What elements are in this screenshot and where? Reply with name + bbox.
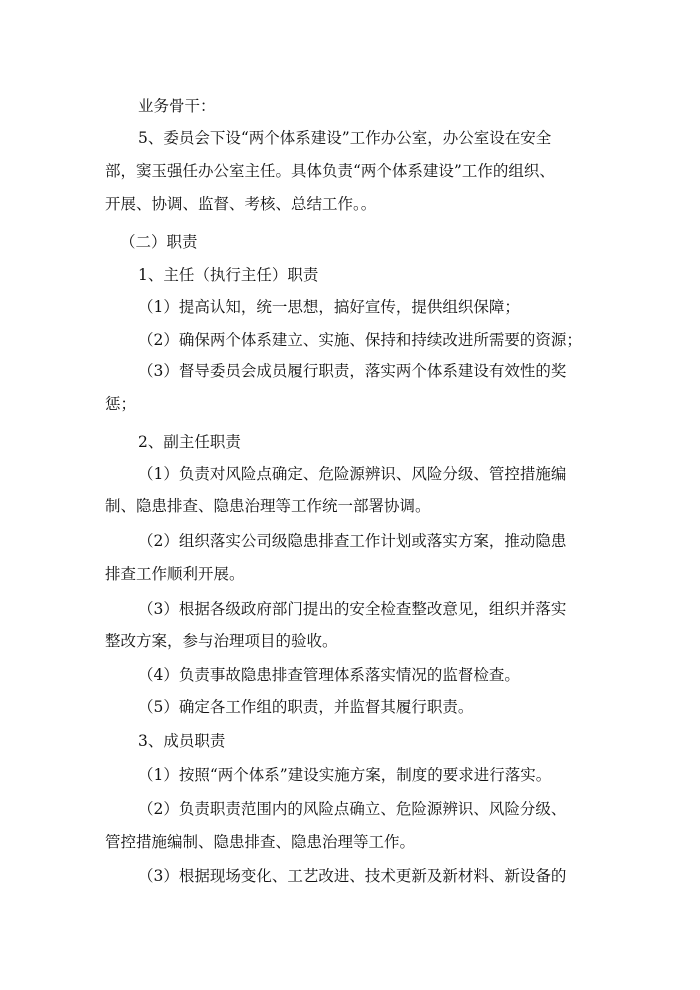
subsection-heading: 2、副主任职责 xyxy=(138,433,241,451)
text-line: （4）负责事故隐患排查管理体系落实情况的监督检查。 xyxy=(138,666,520,684)
text-line: 部，窦玉强任办公室主任。具体负责“两个体系建设”工作的组织、 xyxy=(105,162,555,180)
text-line: （3）根据各级政府部门提出的安全检查整改意见，组织并落实 xyxy=(138,600,567,618)
text-line: （1）提高认知，统一思想，搞好宣传，提供组织保障； xyxy=(138,298,520,316)
text-line: （2）组织落实公司级隐患排查工作计划或落实方案，推动隐患 xyxy=(138,532,567,550)
text-line: 5、委员会下设“两个体系建设”工作办公室，办公室设在安全 xyxy=(138,129,552,147)
text-line: 整改方案，参与治理项目的验收。 xyxy=(105,632,338,650)
subsection-heading: 3、成员职责 xyxy=(138,732,226,750)
text-line: 惩； xyxy=(105,395,137,413)
text-line: （1）按照“两个体系”建设实施方案，制度的要求进行落实。 xyxy=(138,766,552,784)
text-line: 管控措施编制、隐患排查、隐患治理等工作。 xyxy=(105,833,416,851)
text-line: （1）负责对风险点确定、危险源辨识、风险分级、管控措施编 xyxy=(138,465,567,483)
subsection-heading: 1、主任（执行主任）职责 xyxy=(138,266,319,284)
text-line: 制、隐患排查、隐患治理等工作统一部署协调。 xyxy=(105,497,431,515)
text-line: 业务骨干： xyxy=(138,97,216,115)
text-line: （2）负责职责范围内的风险点确立、危险源辨识、风险分级、 xyxy=(138,800,567,818)
text-line: （3）根据现场变化、工艺改进、技术更新及新材料、新设备的 xyxy=(138,867,567,885)
text-line: （5）确定各工作组的职责，并监督其履行职责。 xyxy=(138,698,474,716)
text-line: （2）确保两个体系建立、实施、保持和持续改进所需要的资源； xyxy=(138,331,582,349)
text-line: （3）督导委员会成员履行职责，落实两个体系建设有效性的奖 xyxy=(138,362,567,380)
text-line: 开展、协调、监督、考核、总结工作。。 xyxy=(105,195,377,213)
section-heading: （二）职责 xyxy=(120,233,198,251)
text-line: 排查工作顺利开展。 xyxy=(105,565,245,583)
